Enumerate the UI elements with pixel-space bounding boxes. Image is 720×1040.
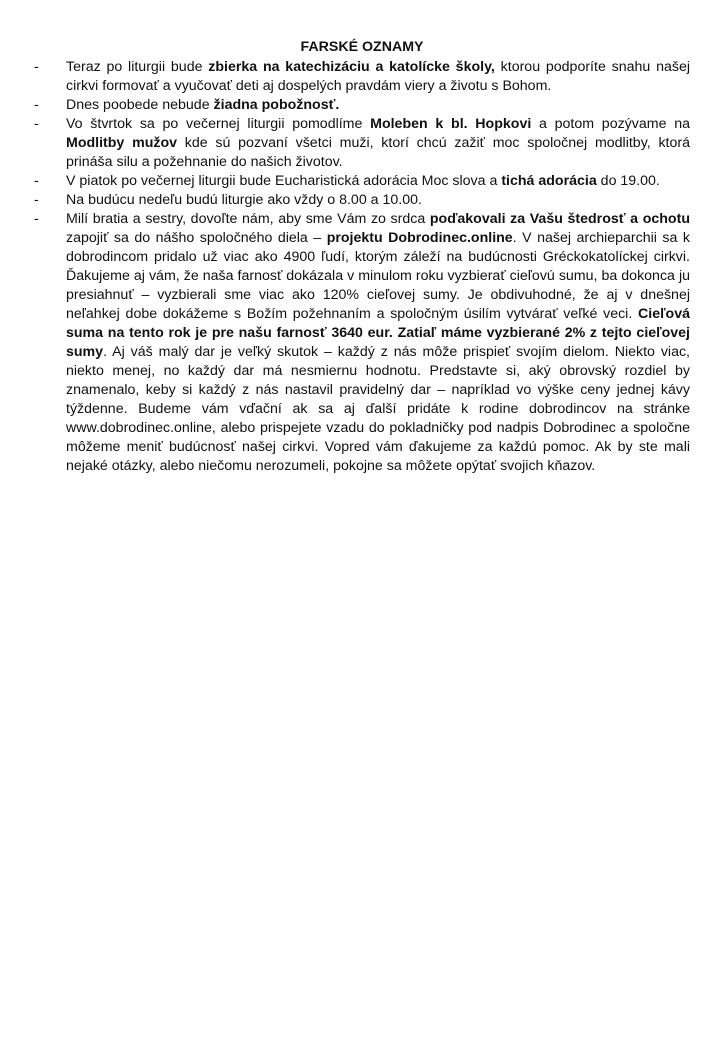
bullet-dash: - <box>34 59 39 75</box>
announcement-list <box>34 58 690 476</box>
bullet-dash: - <box>34 116 39 132</box>
bold-text: poďakovali za Vašu štedrosť a ochotu <box>429 211 690 227</box>
announcement-text <box>66 172 690 191</box>
text-segment: V piatok po večernej liturgii bude Eucharistická adorácia Moc slova a <box>66 173 502 189</box>
announcement-item <box>34 172 690 191</box>
announcement-item <box>34 210 690 476</box>
bullet-dash: - <box>34 173 39 189</box>
text-segment: a potom pozývame na <box>531 116 690 132</box>
announcement-text <box>66 96 690 115</box>
announcement-item <box>34 191 690 210</box>
bold-text: Cieľová suma na tento rok je pre našu farnosť 3640 eur. Zatiaľ máme vyzbierané 2% z tejto cieľovej sumy <box>66 306 690 360</box>
text-segment: ktorou podporíte snahu našej cirkvi formovať a vyučovať deti aj dospelých pravdám viery a životu s Bohom. <box>66 59 690 94</box>
bullet-dash: - <box>34 192 39 208</box>
text-segment: Teraz po liturgii bude <box>66 59 209 75</box>
bold-text: projektu Dobrodinec.online <box>326 230 513 246</box>
text-segment: Na budúcu nedeľu budú liturgie ako vždy o 8.00 a 10.00. <box>66 192 422 208</box>
announcement-text <box>66 210 690 476</box>
page-title: FARSKÉ OZNAMY <box>300 39 424 55</box>
bold-text: Modlitby mužov <box>66 135 178 151</box>
text-segment: kde sú pozvaní všetci muži, ktorí chcú zažiť moc spoločnej modlitby, ktorá prináša silu a požehnanie do našich životov. <box>66 135 690 170</box>
bullet-dash: - <box>34 211 39 227</box>
text-segment: Vo štvrtok sa po večernej liturgii pomodlíme <box>66 116 371 132</box>
announcement-text <box>66 191 690 210</box>
text-segment: Dnes poobede nebude <box>66 97 214 113</box>
text-segment: Milí bratia a sestry, dovoľte nám, aby sme Vám zo srdca <box>66 211 430 227</box>
bullet-dash: - <box>34 97 39 113</box>
bold-text: tichá adorácia <box>501 173 597 189</box>
announcement-text <box>66 58 690 96</box>
text-segment: . Aj váš malý dar je veľký skutok – každý z nás môže prispieť svojím dielom. Niekto viac, niekto menej, no každý dar má nesmiernu hodnotu. Predstavte si, aký obrovský rozdiel by znamenalo, keby si každý z nás nastavil pravidelný dar – napríklad vo výške ceny jednej kávy týždenne. Budeme vám vďační ak sa aj ďalší pridáte k rodine dobrodincov na stránke www.dobrodinec.online, alebo prispejete vzadu do pokladničky pod nadpis Dobrodinec a spoločne môžeme meniť budúcnosť našej cirkvi. Vopred vám ďakujeme za každú pomoc. Ak by ste mali nejaké otázky, alebo niečomu nerozumeli, pokojne sa môžete opýtať svojich kňazov. <box>66 344 690 474</box>
announcement-item <box>34 96 690 115</box>
announcement-item <box>34 115 690 172</box>
bold-text: žiadna pobožnosť. <box>213 97 340 113</box>
text-segment: do 19.00. <box>596 173 660 189</box>
bold-text: zbierka na katechizáciu a katolícke školy, <box>208 59 495 75</box>
text-segment: . V našej archieparchii sa k dobrodincom pridalo už viac ako 4900 ľudí, ktorým záleží na budúcnosti Gréckokatolíckej cirkvi. Ďakujeme aj vám, že naša farnosť dokázala v minulom roku vyzbierať cieľovú sumu, ba dokonca ju presiahnuť – vyzbierali sme viac ako 120% cieľovej sumy. Je obdivuhodné, že aj v dnešnej neľahkej dobe dokážeme s Božím požehnaním a spoločným úsilím vytvárať veľké veci. <box>66 230 690 322</box>
announcement-text <box>66 115 690 172</box>
text-segment: zapojiť sa do nášho spoločného diela – <box>66 230 327 246</box>
announcement-item <box>34 58 690 96</box>
bold-text: Moleben k bl. Hopkovi <box>370 116 532 132</box>
